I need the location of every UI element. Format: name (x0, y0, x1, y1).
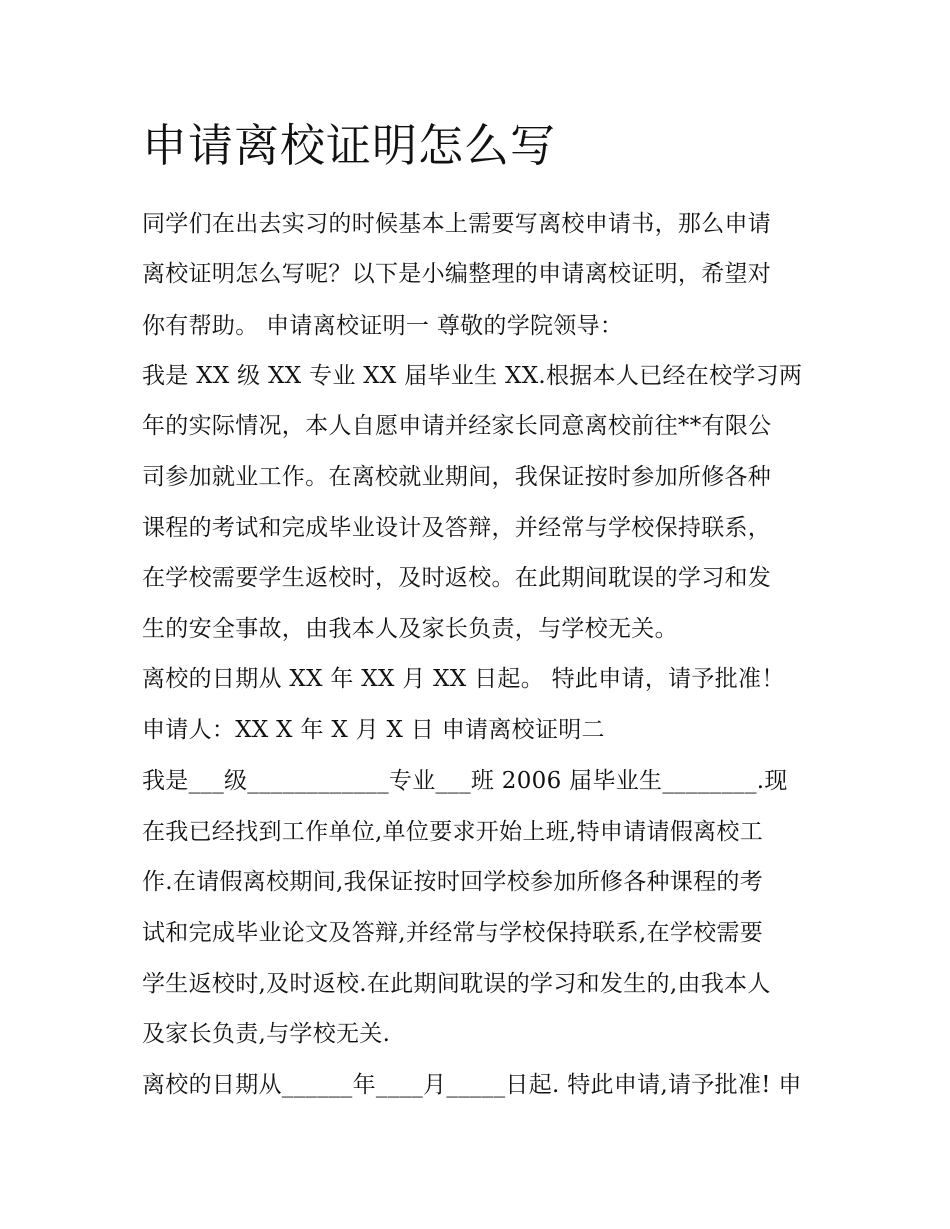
body-line-18: 离校的日期从______年____月_____日起. 特此申请,请予批准! 申 (142, 1072, 802, 1098)
body-line-2: 离校证明怎么写呢？以下是小编整理的申请离校证明，希望对 (142, 261, 772, 287)
body-line-6: 司参加就业工作。在离校就业期间，我保证按时参加所修各种 (142, 464, 772, 490)
body-line-3: 你有帮助。 申请离校证明一 尊敬的学院领导： (142, 313, 624, 339)
body-line-12: 我是___级____________专业___班 2006 届毕业生________.现 (142, 768, 788, 794)
body-line-11: 申请人：XX X 年 X 月 X 日 申请离校证明二 (142, 717, 605, 743)
body-line-10: 离校的日期从 XX 年 XX 月 XX 日起。 特此申请，请予批准！ (142, 666, 785, 692)
body-line-15: 试和完成毕业论文及答辩,并经常与学校保持联系,在学校需要 (142, 920, 764, 946)
body-line-4: 我是 XX 级 XX 专业 XX 届毕业生 XX.根据本人已经在校学习两 (142, 363, 803, 389)
body-line-9: 生的安全事故，由我本人及家长负责，与学校无关。 (142, 616, 678, 642)
page-title: 申请离校证明怎么写 (142, 119, 557, 172)
body-line-1: 同学们在出去实习的时候基本上需要写离校申请书，那么申请 (142, 211, 772, 237)
body-line-7: 课程的考试和完成毕业设计及答辩，并经常与学校保持联系， (142, 515, 772, 541)
body-line-8: 在学校需要学生返校时，及时返校。在此期间耽误的学习和发 (142, 565, 772, 591)
body-line-13: 在我已经找到工作单位,单位要求开始上班,特申请请假离校工 (142, 819, 764, 845)
body-line-17: 及家长负责,与学校无关. (142, 1021, 391, 1047)
body-line-5: 年的实际情况，本人自愿申请并经家长同意离校前往**有限公 (142, 413, 772, 439)
body-line-16: 学生返校时,及时返校.在此期间耽误的学习和发生的,由我本人 (142, 971, 771, 997)
body-line-14: 作.在请假离校期间,我保证按时回学校参加所修各种课程的考 (142, 869, 764, 895)
